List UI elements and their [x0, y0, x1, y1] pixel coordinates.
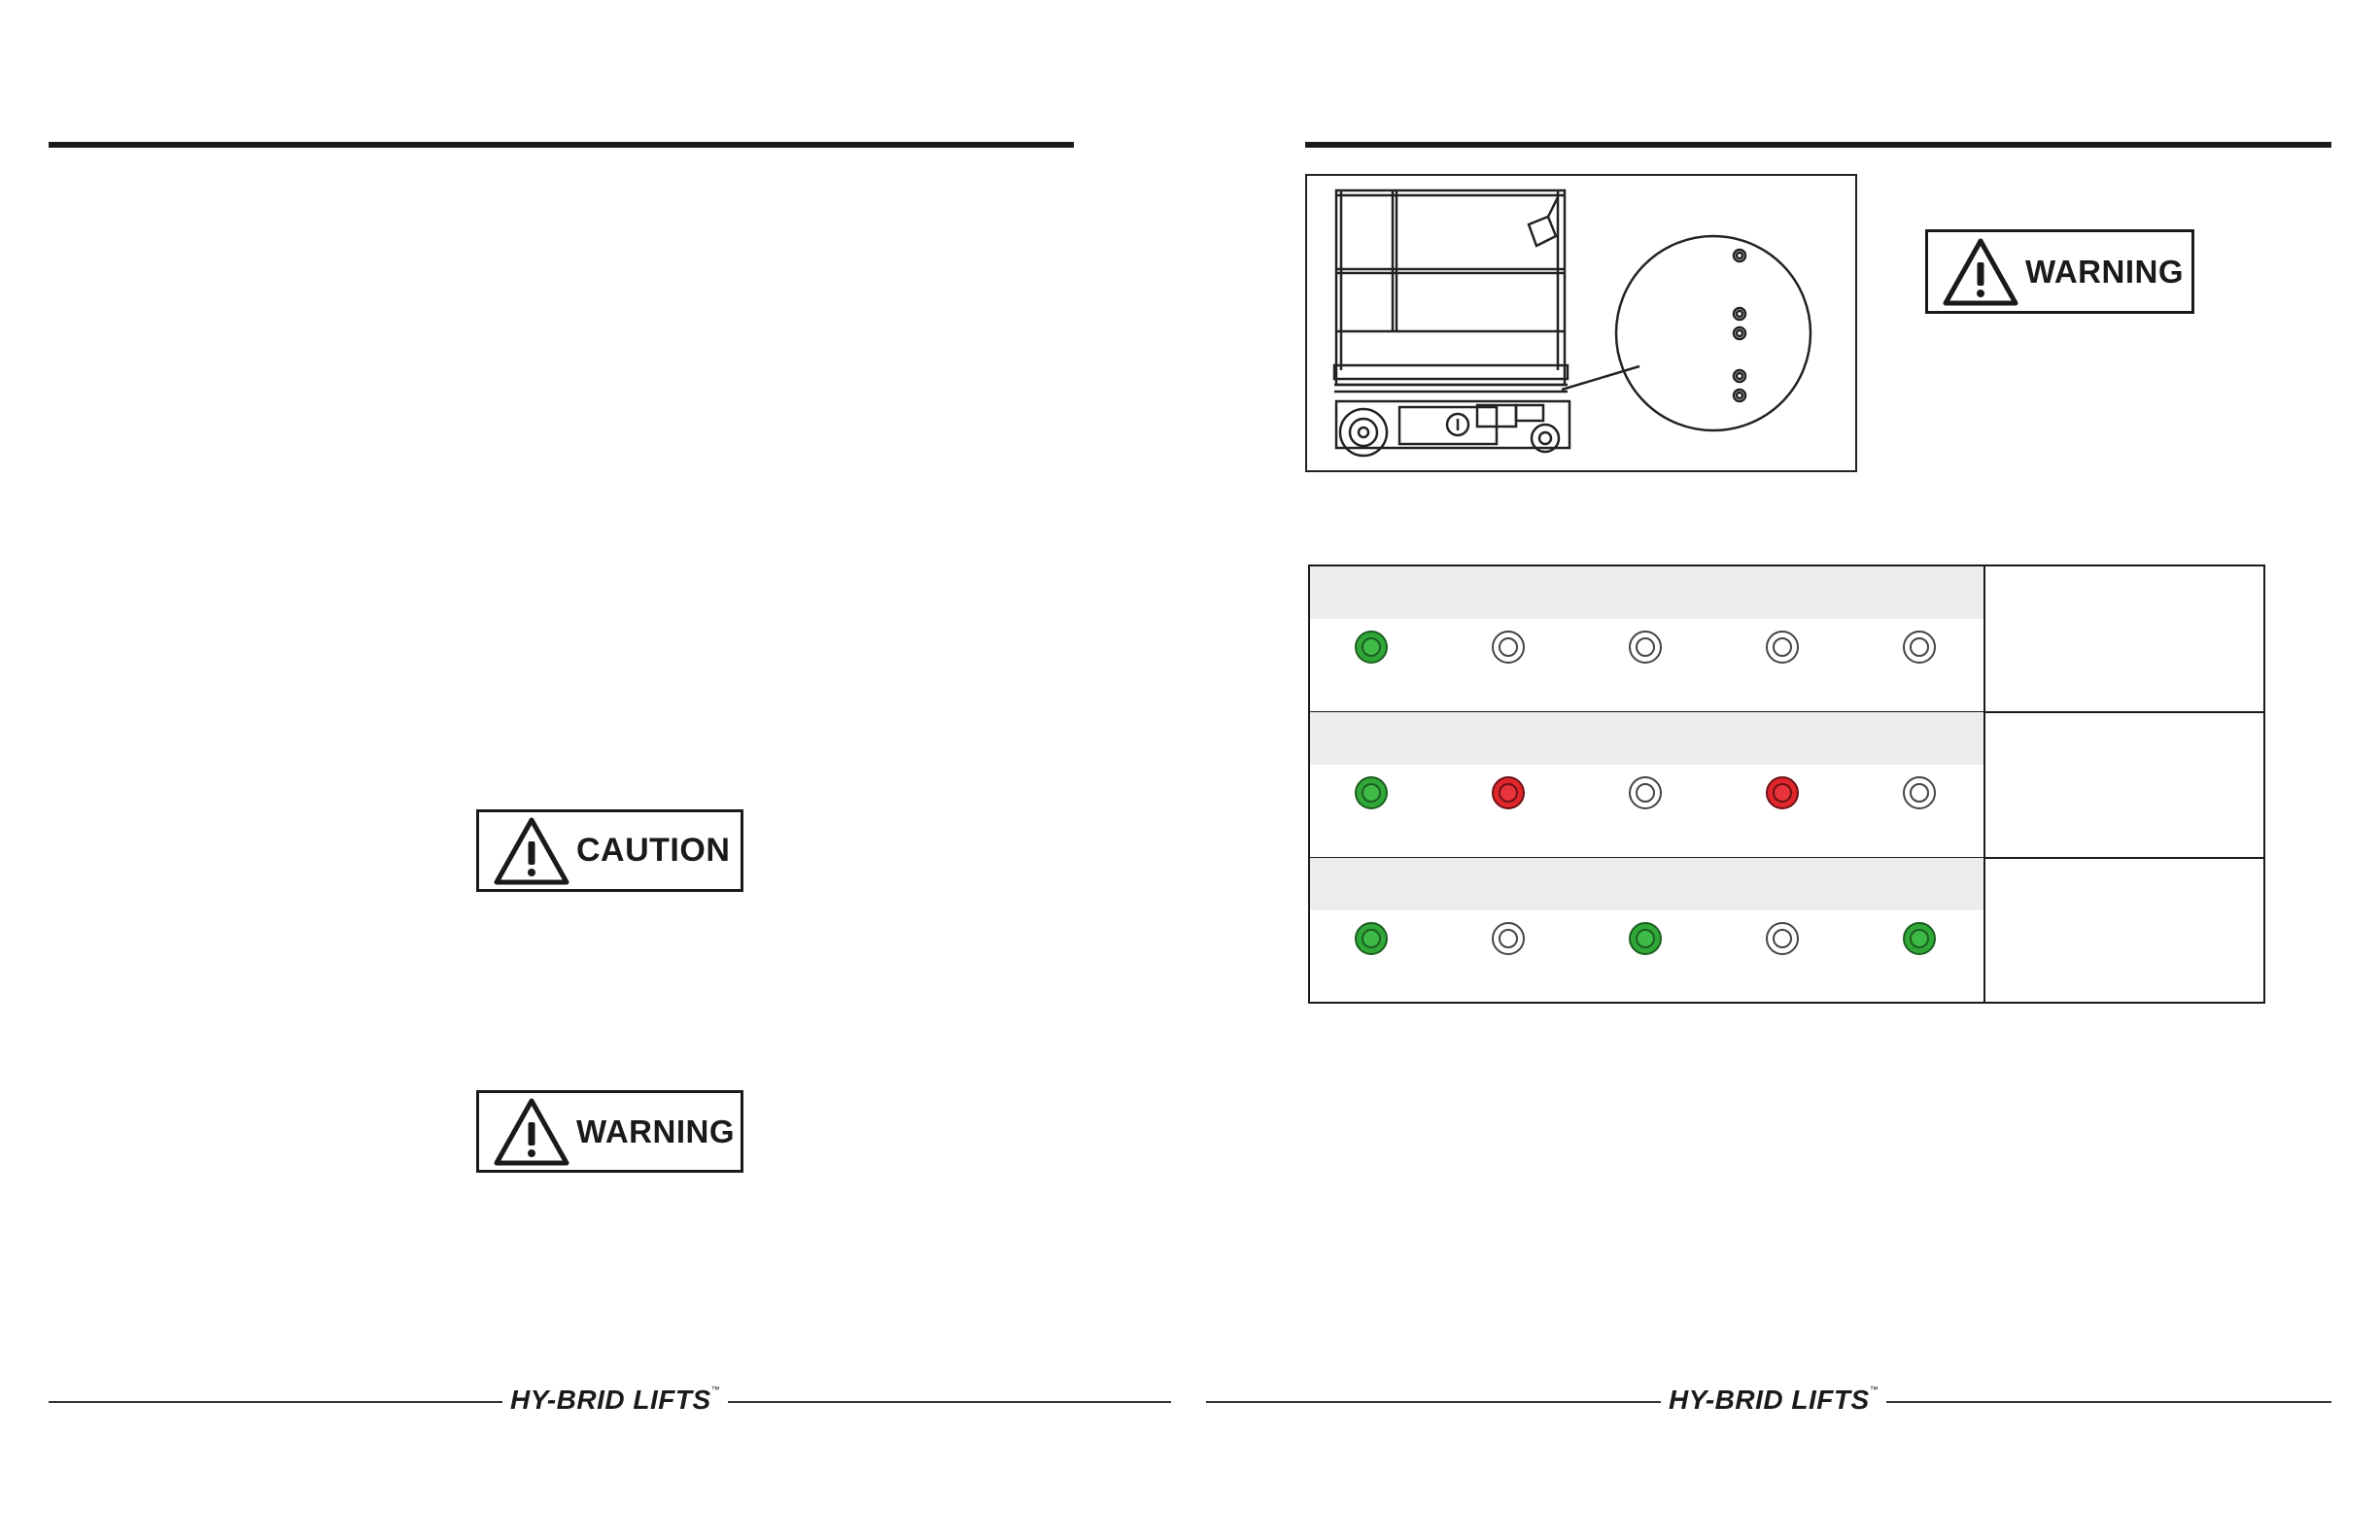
led-indicator-off	[1629, 631, 1662, 664]
led-table-row	[1310, 712, 1983, 858]
led-indicator-off	[1766, 922, 1799, 955]
led-indicator-off	[1766, 631, 1799, 664]
led-row-header-band	[1310, 858, 1983, 910]
led-indicator-off	[1629, 776, 1662, 809]
led-table-row	[1310, 858, 1983, 1004]
led-row-description	[1984, 712, 2263, 858]
lift-figure	[1305, 174, 1857, 472]
led-indicator-green	[1355, 776, 1388, 809]
led-row-header-band	[1310, 712, 1983, 765]
warning-label-left	[476, 1090, 743, 1173]
trademark-mark: ™	[1869, 1385, 1880, 1394]
warning-triangle-icon	[1942, 237, 2019, 307]
left-brand-logo	[502, 1385, 728, 1416]
warning-word: WARNING	[2025, 253, 2184, 290]
brand-text: HY-BRID LIFTS	[510, 1385, 711, 1415]
led-indicator-off	[1492, 922, 1525, 955]
caution-label	[476, 809, 743, 892]
warning-triangle-icon	[493, 1097, 570, 1167]
led-indicator-green	[1903, 922, 1936, 955]
right-header-rule	[1305, 142, 2331, 148]
warning-word: WARNING	[576, 1112, 735, 1149]
caution-word: CAUTION	[576, 832, 731, 869]
led-row-header-band	[1310, 566, 1983, 619]
caution-triangle-icon	[493, 816, 570, 886]
right-brand-logo	[1661, 1385, 1886, 1416]
trademark-mark: ™	[710, 1385, 721, 1394]
led-indicator-green	[1629, 922, 1662, 955]
led-indicator-off	[1903, 631, 1936, 664]
led-row-description	[1984, 566, 2263, 712]
brand-text: HY-BRID LIFTS	[1669, 1385, 1870, 1415]
led-indicator-red	[1766, 776, 1799, 809]
led-row-description	[1984, 858, 2263, 1004]
left-header-rule	[49, 142, 1074, 148]
led-status-table	[1308, 565, 2265, 1004]
scissor-lift-side-view-icon	[1307, 176, 1855, 470]
led-indicator-green	[1355, 922, 1388, 955]
led-indicator-off	[1903, 776, 1936, 809]
led-indicator-off	[1492, 631, 1525, 664]
led-indicator-green	[1355, 631, 1388, 664]
led-table-row	[1310, 566, 1983, 712]
warning-label-right	[1925, 229, 2194, 314]
led-indicator-red	[1492, 776, 1525, 809]
